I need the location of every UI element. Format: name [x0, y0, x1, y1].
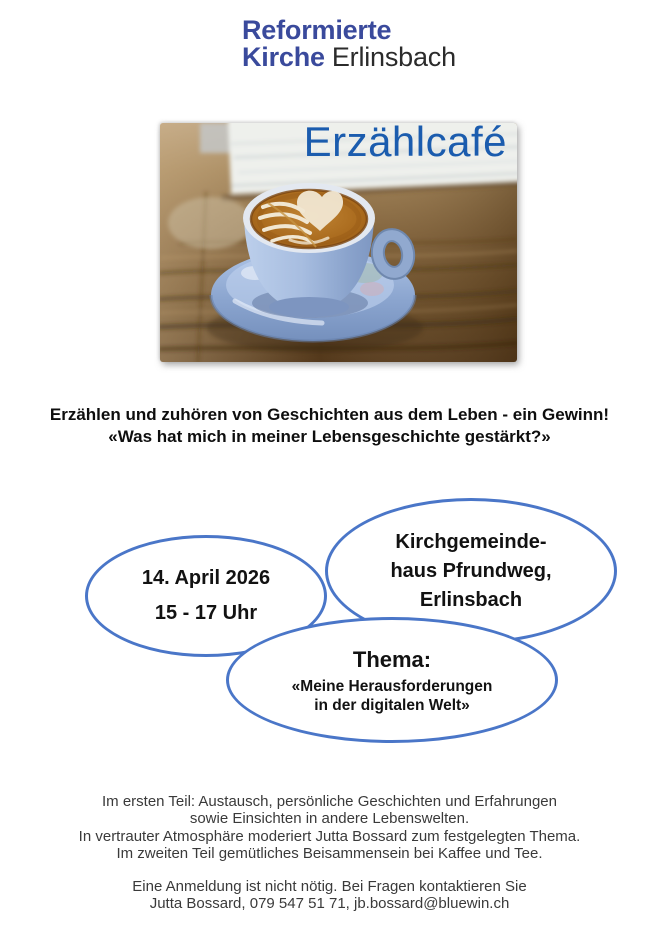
details-line-4: Im zweiten Teil gemütliches Beisammensein bei Kaffee und Tee. — [116, 845, 543, 863]
intro-line-1: Erzählen und zuhören von Geschichten aus dem Leben - ein Gewinn! — [49, 405, 610, 424]
details-line-1: Im ersten Teil: Austausch, persönliche Geschichten und Erfahrungen — [102, 793, 557, 810]
topic-line-1: «Meine Herausforderungen — [291, 677, 493, 695]
details-line-3: In vertrauter Atmosphäre moderiert Jutta Bossard zum festgelegten Thema. — [78, 827, 581, 845]
logo-word-kirche: Kirche — [242, 42, 325, 72]
intro-text — [0, 404, 659, 447]
logo-word-erlinsbach: Erlinsbach — [331, 42, 456, 72]
location-line-1: Kirchgemeinde- — [395, 530, 547, 553]
time-line: 15 - 17 Uhr — [154, 602, 258, 624]
details-line-2: sowie Einsichten in andere Lebenswelten. — [189, 810, 470, 828]
contact-text — [0, 878, 659, 913]
details-text — [0, 793, 659, 863]
topic-line-2: in der digitalen Welt» — [314, 696, 470, 714]
logo-line-kirche-erlinsbach — [242, 44, 456, 71]
cup-base — [269, 297, 349, 317]
location-line-2: haus Pfrundweg, — [390, 559, 552, 582]
logo-line-reformierte: Reformierte — [242, 15, 392, 45]
topic-title: Thema: — [352, 646, 432, 672]
topic-bubble — [226, 617, 558, 743]
location-line-3: Erlinsbach — [419, 588, 523, 611]
date-line: 14. April 2026 — [141, 567, 271, 589]
church-logo — [242, 17, 456, 71]
contact-line-2: Jutta Bossard, 079 547 51 71, jb.bossard@bluewin.ch — [149, 895, 510, 913]
intro-line-2: «Was hat mich in meiner Lebensgeschichte gestärkt?» — [108, 426, 551, 446]
contact-line-1: Eine Anmeldung ist nicht nötig. Bei Fragen kontaktieren Sie — [132, 878, 527, 895]
photo-title: Erzählcafé — [303, 123, 507, 165]
event-photo — [160, 123, 517, 362]
